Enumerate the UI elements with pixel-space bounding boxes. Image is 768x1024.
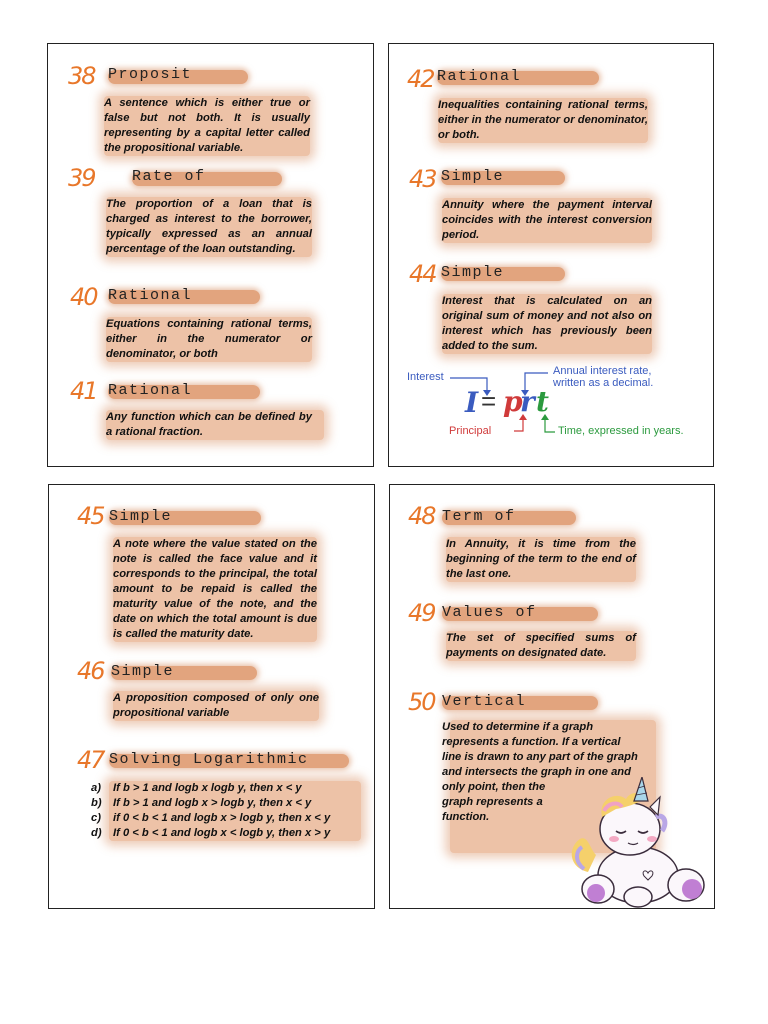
logarithmic-rules (91, 781, 361, 841)
term-title: Values of (442, 604, 537, 621)
term-number: 47 (77, 746, 104, 774)
definition-line: graph represents a (442, 796, 543, 808)
term-definition: The set of specified sums of payments on designated date. (446, 632, 636, 659)
list-item: a) If b > 1 and logb x logb y, then x < y (91, 782, 302, 794)
term-title: Rational (108, 287, 193, 304)
term-definition: Interest that is calculated on an original sum of money and not also on interest which has previously been added to the sum. (442, 295, 652, 352)
term-definition: Any function which can be defined by a rational fraction. (106, 410, 312, 440)
flashcard-4 (389, 484, 715, 909)
term-number: 45 (77, 502, 104, 530)
formula-equals: = (481, 386, 497, 416)
term-definition: Annuity where the payment interval coincides with the interest conversion period. (442, 199, 652, 241)
term-number: 50 (408, 688, 435, 716)
time-label: Time, expressed in years. (558, 425, 684, 437)
definition-line: and intersects the graph in one and (442, 766, 631, 778)
list-item: d) If 0 < b < 1 and logb x < logb y, then x > y (91, 827, 331, 839)
term-number: 44 (409, 260, 436, 288)
term-title: Vertical (442, 693, 527, 710)
term-definition: The proportion of a loan that is charged as interest to the borrower, typically expressed as an annual percentage of the loan outstanding. (106, 198, 312, 255)
term-definition (442, 720, 656, 825)
formula-i: I (465, 386, 479, 419)
term-title: Rate of (132, 168, 206, 185)
term-number: 46 (77, 657, 104, 685)
term-number: 41 (70, 377, 97, 405)
term-title: Simple (109, 508, 173, 525)
flashcard-1 (47, 43, 374, 467)
term-title: Simple (441, 168, 505, 185)
term-number: 38 (68, 62, 95, 90)
formula-r: r (520, 385, 535, 418)
term-title: Solving Logarithmic (109, 751, 309, 768)
principal-label: Principal (449, 425, 492, 437)
term-title: Rational (437, 68, 522, 85)
flashcard-3 (48, 484, 375, 909)
term-definition: Inequalities containing rational terms, either in the numerator or denominator, or both. (438, 99, 648, 141)
rate-label-line-1: Annual interest rate, (553, 365, 652, 377)
term-title: Simple (441, 264, 505, 281)
formula-t: t (536, 385, 549, 418)
formula-p: p (503, 385, 523, 418)
definition-line: represents a function. If a vertical (442, 736, 621, 748)
rate-label-line-2: written as a decimal. (553, 377, 654, 389)
term-number: 48 (408, 502, 435, 530)
term-definition: A proposition composed of only one propositional variable (113, 692, 319, 719)
definition-line: function. (442, 811, 490, 823)
term-number: 39 (68, 164, 95, 192)
term-title: Proposit (108, 66, 193, 83)
term-number: 43 (409, 165, 436, 193)
definition-line: Used to determine if a graph (442, 721, 594, 733)
definition-line: only point, then the (442, 781, 546, 793)
rules-list (91, 781, 361, 841)
term-definition: A sentence which is either true or false but not both. It is usually representing by a capital letter called the propositional variable. (104, 97, 310, 154)
simple-interest-formula (405, 366, 705, 438)
list-item: b) If b > 1 and logb x > logb y, then x < y (91, 797, 312, 809)
term-title: Rational (108, 382, 193, 399)
definition-line: line is drawn to any part of the graph (442, 751, 638, 763)
list-item: c) if 0 < b < 1 and logb x > logb y, then x < y (91, 812, 331, 824)
flashcard-2 (388, 43, 714, 467)
term-number: 42 (407, 65, 434, 93)
term-definition: Equations containing rational terms, either in the numerator or denominator, or both (106, 318, 312, 360)
term-number: 40 (70, 283, 97, 311)
term-definition: A note where the value stated on the note is called the face value and it corresponds to the principal, the total amount to be repaid is called the maturity value of the note, and the date on which the total amount is due is called the maturity date. (113, 538, 317, 640)
term-definition: In Annuity, it is time from the beginning of the term to the end of the last one. (446, 538, 636, 580)
interest-label: Interest (407, 371, 444, 383)
term-title: Simple (111, 663, 175, 680)
term-number: 49 (408, 599, 435, 627)
term-title: Term of (442, 508, 516, 525)
